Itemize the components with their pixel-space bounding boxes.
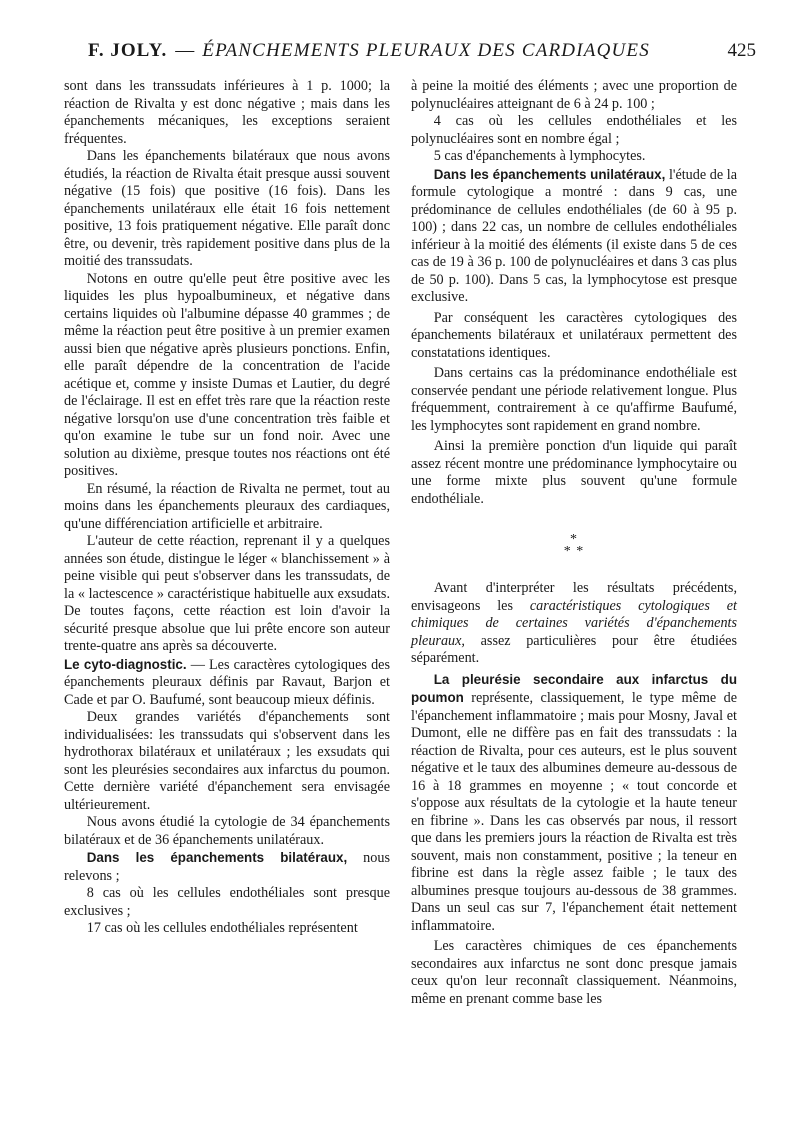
subheading-bilateral: Dans les épanchements bilatéraux, [86, 850, 348, 865]
section-heading-infarctus: La pleurésie secondaire aux infarctus du poumon [411, 671, 737, 705]
right-column [411, 78, 737, 1008]
header-separator: — [175, 40, 195, 61]
left-column [64, 78, 390, 938]
section-text: nous relevons ; [64, 850, 390, 884]
list-item: à peine la moitié des éléments ; avec une proportion de polynucléaires atteignant de 6 à 24 p. 100 ; [411, 78, 737, 112]
header-author: F. JOLY. [88, 40, 168, 61]
running-header [88, 40, 756, 76]
section-text: représente, classiquement, le type même de l'épanchement inflammatoire ; mais pour Mosny, Javal et Dumont, elle ne diffère pas en fait des transsudats : la réaction de Rivalta, pour ces auteurs, est le plus souvent négative et le taux des albumines demeure au-dessous de 16 à 18 grammes en moyenne ; « tout concorde et s'oppose aux résultats de la cytologie et la haute teneur en fibrine ». Dans les cas observés par nous, il ressort que dans les premiers jours la réaction de Rivalta est très souvent, mais non constamment, positive ; la teneur en fibrine est dans la règle assez faible ; le taux des albumines presque toujours au-dessous de 38 grammes. Dans un seul cas sur 7, l'épanchement était nettement inflammatoire. [411, 690, 737, 934]
section-text: l'étude de la formule cytologique a montré : dans 9 cas, une prédominance de cellules endothéliales (de 60 à 95 p. 100) ; dans 22 cas, un nombre de cellules endothéliales inférieur à la moitié des éléments (il existe dans 5 de ces cas de 19 à 36 p. 100 de polynucléaires et dans 3 cas plus de 50 p. 100). Dans 5 cas, la lymphocytose est presque exclusive. [411, 166, 737, 305]
italic-phrase: caractéristiques cytologiques et chimiques de certaines variétés d'épanchements pleuraux, [411, 597, 737, 649]
paragraph: Nous avons étudié la cytologie de 34 épanchements bilatéraux et de 36 épanchements unilatéraux. [64, 814, 390, 848]
section-text: — Les caractères cytologiques des épanchements pleuraux définis par Ravaut, Barjon et Cade et par O. Baufumé, sont beaucoup mieux définis. [64, 656, 390, 708]
section-divider-asterism [411, 534, 737, 558]
paragraph: Dans certains cas la prédominance endothéliale est conservée pendant une période relativement longue. Plus fréquemment, contrairement à ce qu'affirme Baufumé, les lymphocytes sont rapidement en grand nombre. [411, 365, 737, 434]
section-paragraph [64, 656, 390, 710]
header-title: ÉPANCHEMENTS PLEURAUX DES CARDIAQUES [202, 40, 650, 61]
paragraph: Dans les épanchements bilatéraux que nous avons étudiés, la réaction de Rivalta était presque aussi souvent négative (15 fois) que positive (16 fois). Dans les épanchements unilatéraux elle était 16 fois nettement positive, 13 fois pratiquement négative. Elle paraît donc être, ou devenir, très rapidement positive dans plus de la moitié des transsudats. [64, 148, 390, 269]
asterism-bottom: * * [563, 544, 585, 559]
paragraph [411, 580, 737, 668]
list-item: 8 cas où les cellules endothéliales sont presque exclusives ; [64, 885, 390, 919]
paragraph: Les caractères chimiques de ces épanchements secondaires aux infarctus ne sont donc presque jamais ceux qu'on leur reconnaît classiquement. Néanmoins, même en prenant comme base les [411, 938, 737, 1007]
paragraph: Ainsi la première ponction d'un liquide qui paraît assez récent montre une prédominance lymphocytaire ou une forme mixte plus souvent qu'une formule endothéliale. [411, 438, 737, 507]
paragraph: L'auteur de cette réaction, reprenant il y a quelques années son étude, distingue le léger « blanchissement » à peine visible qui peut s'observer dans les transsudats, de la « lactescence » caractéristique habituelle aux exsudats. De toutes façons, cette réaction est loin d'avoir la sécurité presque absolue que lui prête encore son auteur trente-quatre ans après sa découverte. [64, 533, 390, 654]
section-paragraph [411, 166, 737, 307]
list-item: 4 cas où les cellules endothéliales et les polynucléaires sont en nombre égal ; [411, 113, 737, 147]
asterism-top: * [570, 532, 578, 547]
paragraph: Deux grandes variétés d'épanchements sont individualisées: les transsudats qui s'observent dans les hydrothorax bilatéraux et unilatéraux ; les exsudats qui sont les pleurésies secondaires aux infarctus du poumon. Cette dernière variété d'épanchement sera envisagée ultérieurement. [64, 709, 390, 813]
paragraph: En résumé, la réaction de Rivalta ne permet, tout au moins dans les épanchements pleuraux des cardiaques, qu'une différenciation artificielle et arbitraire. [64, 480, 390, 532]
paragraph: sont dans les transsudats inférieures à 1 p. 1000; la réaction de Rivalta y est donc négative ; mais dans les épanchements mécaniques, les exceptions seraient fréquentes. [64, 78, 390, 147]
section-heading-cyto: Le cyto-diagnostic. [64, 656, 187, 672]
text-run: Avant d'interpréter les résultats précédents, envisageons les [411, 580, 737, 614]
section-paragraph [64, 849, 390, 885]
paragraph: Notons en outre qu'elle peut être positive avec les liquides les plus hypoalbumineux, et négative dans certains liquides où l'albumine dépasse 40 grammes ; de même la réaction peut être positive à un premier examen aussi bien que négative après plusieurs ponctions. Enfin, elle paraît dépendre de la concentration de l'acide acétique et, comme y insiste Dumas et Lautier, du degré de l'éclairage. Il est en effet très rare que la réaction reste négative lorsqu'on use d'une concentration très faible et qu'on examine le tube sur un fond noir. Avec une solution au dixième, presque toutes nos réactions ont été positives. [64, 270, 390, 479]
list-item: 17 cas où les cellules endothéliales représentent [86, 920, 358, 936]
text-run: assez particulières pour être étudiées séparément. [411, 632, 737, 666]
list-item: 5 cas d'épanchements à lymphocytes. [433, 148, 646, 164]
subheading-unilateral: Dans les épanchements unilatéraux, [433, 166, 666, 182]
page-number: 425 [727, 40, 756, 61]
paragraph: Par conséquent les caractères cytologiques des épanchements bilatéraux et unilatéraux permettent des constatations identiques. [411, 309, 737, 361]
section-paragraph [411, 671, 737, 936]
